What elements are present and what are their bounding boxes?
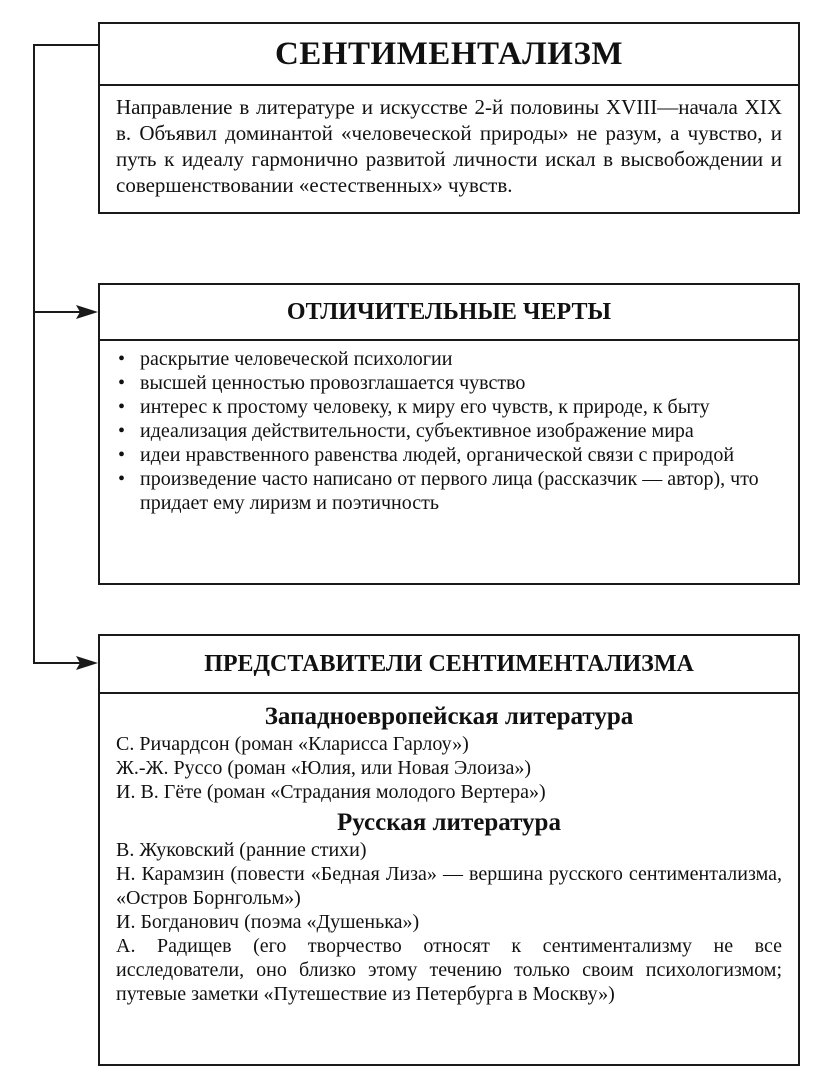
- representatives-box: [98, 634, 800, 1066]
- russian-item: В. Жуковский (ранние стихи): [116, 839, 367, 861]
- representatives-title: ПРЕДСТАВИТЕЛИ СЕНТИМЕНТАЛИЗМА: [100, 636, 798, 694]
- western-item: И. В. Гёте (роман «Страдания молодого Вертера»): [116, 781, 546, 803]
- western-item: Ж.-Ж. Руссо (роман «Юлия, или Новая Элоиза»): [116, 757, 532, 779]
- connector-bracket: [34, 45, 98, 663]
- features-list: [100, 341, 798, 515]
- definition-box: [98, 22, 800, 214]
- feature-item: • высшей ценностью провозглашается чувство: [116, 371, 782, 395]
- russian-heading: Русская литература: [337, 809, 561, 836]
- western-item: С. Ричардсон (роман «Кларисса Гарлоу»): [116, 733, 469, 755]
- connector-lines: [0, 0, 100, 1086]
- western-heading: Западноевропейская литература: [264, 703, 634, 730]
- feature-item: • интерес к простому человеку, к миру его чувств, к природе, к быту: [116, 395, 782, 419]
- features-title: ОТЛИЧИТЕЛЬНЫЕ ЧЕРТЫ: [100, 285, 798, 341]
- definition-text: Направление в литературе и искусстве 2-й половины XVIII—начала XIX в. Объявил доминантой «человеческой природы» не разум, а чувство, и путь к идеалу гармонично развитой личности искал в высвобождении и совершенствовании «естественных» чувств.: [116, 95, 782, 197]
- features-box: [98, 283, 800, 585]
- feature-item: • произведение часто написано от первого лица (рассказчик — автор), что придает ему лиризм и поэтичность: [116, 467, 782, 515]
- definition-title: СЕНТИМЕНТАЛИЗМ: [100, 24, 798, 86]
- russian-item: Н. Карамзин (повести «Бедная Лиза» — вершина русского сентиментализма, «Остров Борнгольм»): [116, 863, 782, 909]
- feature-item: • идеи нравственного равенства людей, органической связи с природой: [116, 443, 782, 467]
- russian-item: И. Богданович (поэма «Душенька»): [116, 911, 420, 933]
- russian-item: А. Радищев (его творчество относят к сентиментализму не все исследователи, оно близко этому течению только своим психологизмом; путевые заметки «Путешествие из Петербурга в Москву»): [116, 935, 782, 1005]
- feature-item: • раскрытие человеческой психологии: [116, 347, 782, 371]
- feature-item: • идеализация действительности, субъективное изображение мира: [116, 419, 782, 443]
